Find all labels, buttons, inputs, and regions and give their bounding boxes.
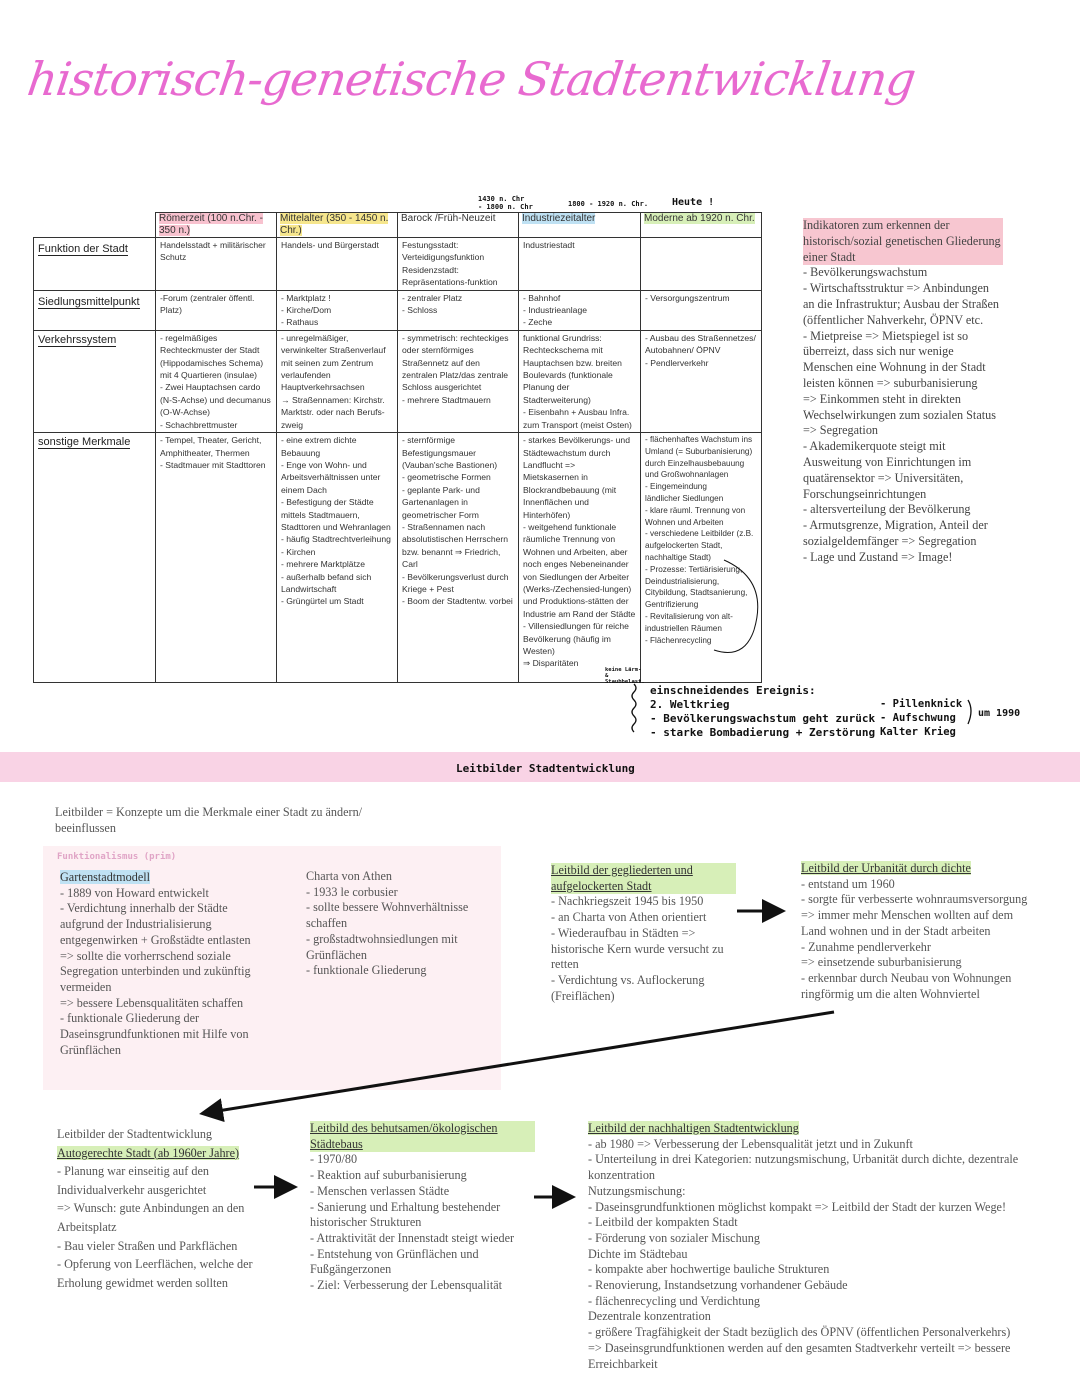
- block-line: - Ziel: Verbesserung der Lebensqualität: [310, 1278, 502, 1293]
- table-cell: Handelsstadt + militärischer Schutz: [160, 240, 269, 263]
- block-line: - Bau vieler Straßen und Parkflächen: [57, 1238, 238, 1253]
- table-cell: - symmetrisch: rechteckiges oder sternförmiges Straßennetz auf den zentralen Platz/das zentrale Schloss ausgerichtet - mehrere Stadtmauern: [402, 332, 509, 405]
- block-line: - Zunahme pendlerverkehr: [801, 939, 931, 954]
- header-mittelalter: Mittelalter (350 - 1450 n. Chr.): [280, 213, 389, 236]
- table-cell: - Tempel, Theater, Gericht, Amphitheater, Thermen - Stadtmauer mit Stadttoren: [160, 435, 266, 470]
- block-line: - Wiederaufbau in Städten => historische Kern wurde versucht zu retten: [551, 925, 724, 972]
- urbanitaet-title: Leitbild der Urbanität durch dichte: [801, 861, 971, 875]
- block-line: - großstadtwohnsiedlungen mit Grünflächen: [306, 931, 458, 962]
- block-line: Dezentrale konzentration: [588, 1309, 711, 1324]
- indicator-item: - Mietpreise => Mietspiegel ist so überreizt, dass sich nur wenige Menschen eine Wohnung in der Stadt leisten können => suburbanisierung: [803, 328, 986, 390]
- block-line: => sollte die vorherrschend soziale Segregation unterbinden und zukünftig vermeiden: [60, 948, 251, 994]
- indicator-item: => Segregation: [803, 423, 879, 438]
- table-cell: Handels- und Bürgerstadt: [281, 240, 379, 250]
- indicator-item: - Akademikerquote steigt mit Ausweitung von Einrichtungen im quatärensektor => Universitäten, Forschungseinrichtungen: [803, 439, 972, 501]
- arrow-icon: [205, 1012, 834, 1113]
- block-line: - Verdichtung innerhalb der Städte aufgrund der Industrialisierung entgegenwirken + Großstädte entlasten: [60, 901, 251, 947]
- row-label-sonstige: sonstige Merkmale: [38, 436, 131, 449]
- header-moderne: Moderne ab 1920 n. Chr.: [644, 213, 755, 224]
- block-line: - Förderung von sozialer Mischung: [588, 1230, 760, 1245]
- event-title: einschneidendes Ereignis:: [650, 684, 816, 697]
- block-line: - Reaktion auf suburbanisierung: [310, 1168, 467, 1183]
- block-line: - erkennbar durch Neubau von Wohnungen ringförmig um die alten Wohnviertel: [801, 970, 1012, 1001]
- table-cell: - Versorgungszentrum: [645, 292, 730, 303]
- indicator-item: - altersverteilung der Bevölkerung: [803, 502, 971, 517]
- brace-icon: [632, 684, 636, 732]
- event-item: 2. Weltkrieg: [650, 698, 730, 711]
- block-line: - Entstehung von Grünflächen und Fußgängerzonen: [310, 1246, 479, 1277]
- block-line: - entstand um 1960: [801, 876, 895, 891]
- block-line: - Sanierung und Erhaltung bestehender historischer Strukturen: [310, 1199, 501, 1230]
- connector-icon: [714, 560, 758, 653]
- table-cell: - Bahnhof - Industrieanlage - Zeche: [523, 292, 588, 328]
- indicator-item: - Lage und Zustand => Image!: [803, 549, 953, 564]
- event-right-note: um 1990: [978, 708, 1021, 719]
- autogerecht-pre: Leitbilder der Stadtentwicklung: [57, 1127, 213, 1141]
- leitbilder-definition: Leitbilder = Konzepte um die Merkmale einer Stadt zu ändern/ beeinflussen: [55, 805, 363, 835]
- block-line: => einsetzende suburbanisierung: [801, 955, 962, 970]
- athen-title: Charta von Athen: [306, 869, 392, 883]
- table-cell: -Forum (zentraler öffentl. Platz): [160, 292, 257, 316]
- event-right-item: Kalter Krieg: [880, 726, 956, 738]
- block-line: => Daseinsgrundfunktionen werden auf den gesamten Stadtverkehr verteilt => bessere Erreichbarkeit: [588, 1340, 1011, 1371]
- note-small: keine Lärm- & Staubbelast.: [605, 667, 645, 685]
- note-moderne: Heute !: [672, 197, 715, 208]
- table-cell: - eine extrem dichte Bebauung - Enge von Wohn- und Arbeitsverhältnissen unter einem Dach - Befestigung der Städte mittels Stadtmauern, Stadttoren und Wehranlagen - häufig Stadtrechtverleihung - Kirchen - mehrere Marktplätze - außerhalb befand sich Landwirtschaft - Grüngürtel um Stadt: [281, 435, 391, 607]
- gartenstadt-title: Gartenstadtmodell: [60, 870, 151, 884]
- table-cell: Festungsstadt: Verteidigungsfunktion Residenzstadt: Repräsentations-funktion: [402, 240, 498, 288]
- table-cell: - Marktplatz ! - Kirche/Dom - Rathaus: [281, 292, 332, 328]
- row-label-verkehr: Verkehrssystem: [38, 333, 117, 346]
- block-line: - sorgte für verbesserte wohnraumsversorgung: [801, 892, 1028, 907]
- header-roemer: Römerzeit (100 n.Chr. - 350 n.): [159, 213, 263, 236]
- behutsam-title: Leitbild des behutsamen/ökologischen Städtebaus: [310, 1121, 535, 1152]
- block-line: => bessere Lebensqualitäten schaffen: [60, 995, 244, 1010]
- block-line: - 1970/80: [310, 1152, 358, 1167]
- block-line: => immer mehr Menschen wollten auf dem Land wohnen und in der Stadt arbeiten: [801, 908, 1014, 938]
- block-line: - kompakte aber hochwertige bauliche Strukturen: [588, 1262, 830, 1277]
- autogerecht-title: Autogerechte Stadt (ab 1960er Jahre): [57, 1145, 240, 1160]
- header-industrie: Industriezeitalter: [522, 213, 596, 224]
- event-right-item: - Pillenknick: [880, 698, 963, 710]
- table-cell: - sternförmige Befestigungsmauer (Vauban'sche Bastionen) - geometrische Formen - geplante Park- und Gartenanlagen in geometrischer Form - Straßennamen nach absolutistischen Herrschern bzw. benannt ⇒ Friedrich, Carl - Bevölkerungsverlust durch Kriege + Pest - Boom der Stadtentw. vorbei: [402, 435, 513, 607]
- indicator-title: Indikatoren zum erkennen der historisch/sozial genetischen Gliederung einer Stadt: [803, 218, 1003, 265]
- block-line: - Verdichtung vs. Auflockerung (Freiflächen): [551, 972, 705, 1003]
- header-barock: Barock /Früh-Neuzeit: [401, 213, 496, 224]
- event-item: - starke Bombadierung + Zerstörung: [650, 726, 876, 739]
- block-line: - flächenrecycling und Verdichtung: [588, 1293, 761, 1308]
- block-line: - Daseinsgrundfunktionen möglichst kompakt => Leitbild der Stadt der kurzen Wege!: [588, 1199, 1007, 1214]
- table-cell: - starkes Bevölkerungs- und Städtewachstum durch Landflucht => Mietskasernen in Blockrandbebauung (mit Innenflächen und Hinterhöfen) - weitgehend funktionale räumliche Trennung von Wohnen und Arbeiten, aber noch enges Nebeneinander von Siedlungen der Arbeiter (Werks-/Zechensied-lungen) und Produktions-stätten der Industrie am Rand der Städte - Villensiedlungen für reiche Bevölkerung (häufig im Westen) ⇒ Disparitäten: [523, 435, 636, 669]
- block-line: - Menschen verlassen Städte: [310, 1183, 450, 1198]
- table-cell: - zentraler Platz - Schloss: [402, 292, 463, 316]
- table-cell: Industriestadt: [523, 240, 575, 250]
- brace-right-icon: [968, 700, 971, 724]
- nachhaltig-title: Leitbild der nachhaltigen Stadtentwicklung: [588, 1121, 799, 1135]
- block-line: - Unterteilung in drei Kategorien: nutzungsmischung, Urbanität durch dichte, dezentrale konzentration: [588, 1152, 1019, 1183]
- block-line: - funktionale Gliederung der Daseinsgrundfunktionen mit Hilfe von Grünflächen: [60, 1011, 249, 1057]
- table-cell: - regelmäßiges Rechteckmuster der Stadt (Hippodamisches Schema) mit 4 Quartieren (insulae) - Zwei Hauptachsen cardo (N-S-Achse) und decumanus (O-W-Achse) - Schachbrettmuster: [160, 332, 271, 430]
- block-line: => Wunsch: gute Anbindungen an den Arbeitsplatz: [57, 1201, 245, 1234]
- block-line: - an Charta von Athen orientiert: [551, 910, 707, 925]
- page-title: historisch-genetische Stadtentwicklung: [24, 52, 919, 106]
- row-label-funktion: Funktion der Stadt: [38, 243, 128, 255]
- indicator-item: => Einkommen steht in direkten Wechselwirkungen zum sozialen Status: [803, 391, 996, 422]
- block-line: Nutzungsmischung:: [588, 1183, 686, 1198]
- block-line: - 1933 le corbusier: [306, 884, 398, 899]
- block-line: - größere Tragfähigkeit der Stadt bezüglich des ÖPNV (öffentlichen Personalverkehrs): [588, 1325, 1011, 1340]
- table-cell: funktional Grundriss: Rechteckschema mit Hauptachsen bzw. breiten Boulevards (funktionale Planung der Stadterweiterung) - Eisenbahn + Ausbau Infra. zum Transport (meist Osten): [523, 332, 632, 430]
- indicator-item: - Armutsgrenze, Migration, Anteil der sozialgeldemfänger => Segregation: [803, 518, 988, 548]
- event-item: - Bevölkerungswachstum geht zurück: [650, 712, 876, 725]
- indicator-item: - Bevölkerungswachstum: [803, 265, 928, 280]
- block-line: - 1889 von Howard entwickelt: [60, 885, 209, 900]
- row-label-siedlung: Siedlungsmittelpunkt: [38, 295, 140, 308]
- note-barock-date: 1430 n. Chr - 1800 n. Chr: [478, 195, 533, 211]
- block-line: - Attraktivität der Innenstadt steigt wieder: [310, 1230, 515, 1245]
- block-line: - Leitbild der kompakten Stadt: [588, 1215, 738, 1230]
- block-line: - sollte bessere Wohnverhältnisse schaffen: [306, 900, 469, 931]
- block-line: - Nachkriegszeit 1945 bis 1950: [551, 894, 704, 909]
- note-industrie-date: 1800 - 1920 n. Chr.: [568, 200, 649, 208]
- table-cell: - flächenhaftes Wachstum ins Umland (= Suburbanisierung) durch Einzelhausbebauung und Großwohnanlagen - Eingemeindung ländlicher Siedlungen - klare räuml. Trennung von Wohnen und Arbeiten - verschiedene Leitbilder (z.B. aufgelockerten Stadt, nachhaltige Stadt) - Prozesse: Tertiärisierung, Deindustrialisierung, Citybildung, Stadtsanierung, Gentrifizierung - Revitalisierung von alt-industriellen Räumen - Flächenrecycling: [645, 435, 754, 645]
- table-cell: - Ausbau des Straßennetzes/ Autobahnen/ ÖPNV - Pendlerverkehr: [645, 332, 756, 368]
- block-line: - Opferung von Leerflächen, welche der Erholung gewidmet werden sollten: [57, 1257, 253, 1290]
- functionalism-label: Funktionalismus (prim): [57, 852, 177, 862]
- gegliedert-title: Leitbild der gegliederten und aufgelockerten Stadt: [551, 863, 736, 894]
- block-line: - ab 1980 => Verbesserung der Lebensqualität jetzt und in Zukunft: [588, 1136, 913, 1151]
- block-line: - Planung war einseitig auf den Individualverkehr ausgerichtet: [57, 1164, 209, 1197]
- table-cell: - unregelmäßiger, verwinkelter Straßenverlauf mit seinen zum Zentrum verlaufenden Hauptverkehrsachsen → Straßennamen: Kirchstr. Marktstr. oder nach Berufs-zweig: [281, 332, 386, 430]
- section-title: Leitbilder Stadtentwicklung: [456, 762, 635, 775]
- block-line: - Renovierung, Instandsetzung vorhandener Gebäude: [588, 1278, 848, 1293]
- block-line: Dichte im Städtebau: [588, 1246, 688, 1261]
- indicator-item: - Wirtschaftsstruktur => Anbindungen an die Infrastruktur; Ausbau der Straßen (öffentlicher Nahverkehr, ÖPNV etc.: [803, 281, 999, 327]
- event-right-item: - Aufschwung: [880, 712, 956, 724]
- block-line: - funktionale Gliederung: [306, 963, 427, 978]
